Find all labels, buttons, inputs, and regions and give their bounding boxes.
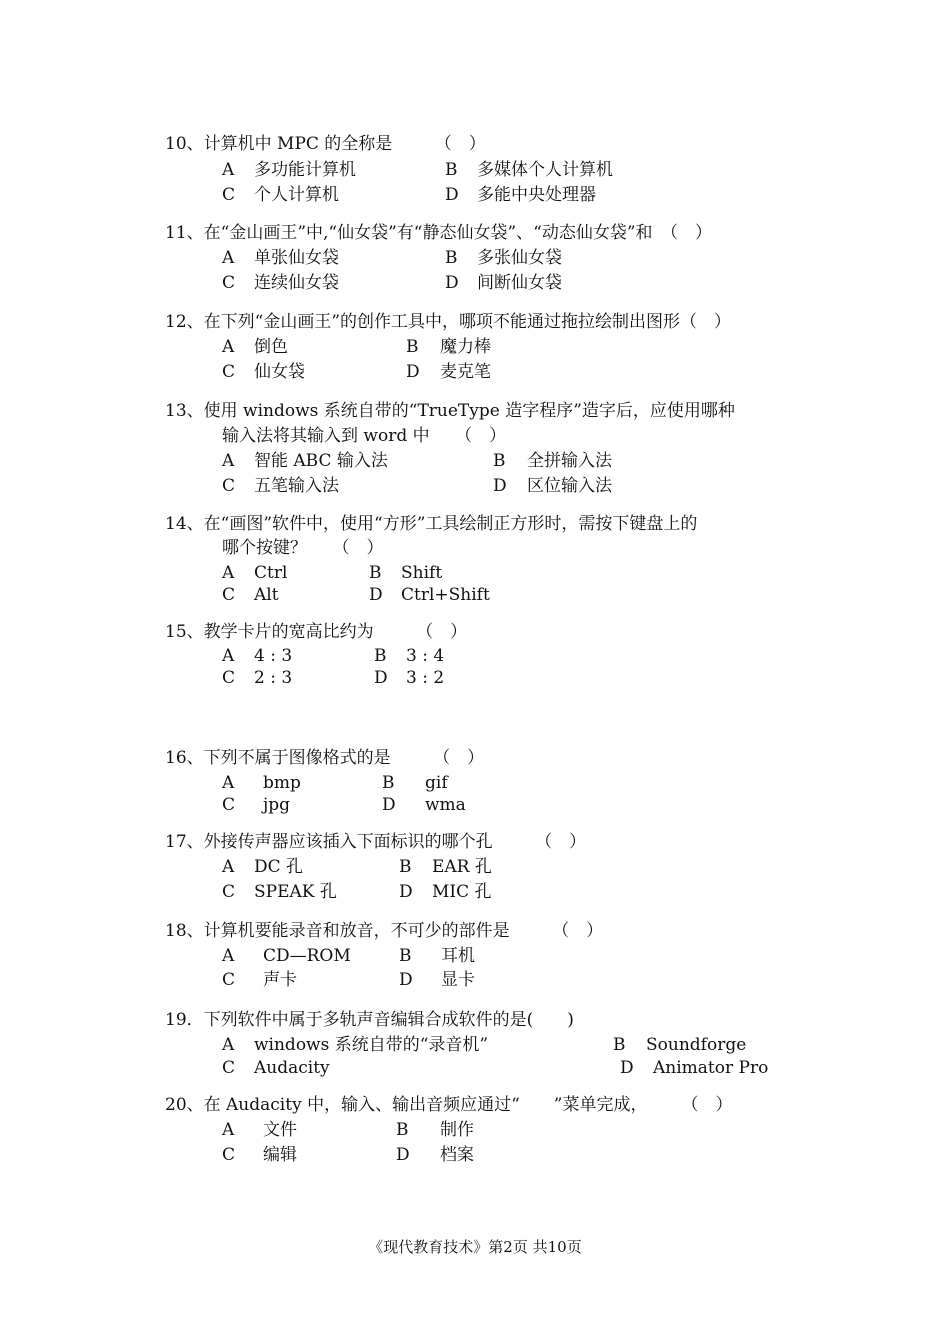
option-letter: A [222,857,235,877]
option-text: 4 : 3 [254,646,293,666]
option-text: wma [425,795,466,815]
option-letter: B [399,946,412,966]
option-letter: B [382,773,395,793]
question-14-stem-continued: 哪个按键？ （ ） [222,538,384,558]
option-text: 个人计算机 [254,185,339,205]
option-text: 显卡 [441,970,475,990]
option-text: 多张仙女袋 [477,248,562,268]
option-letter: C [222,476,236,496]
option-letter: A [222,646,235,666]
option-letter: B [445,160,458,180]
option-text: 间断仙女袋 [477,273,562,293]
question-19-stem: 19．下列软件中属于多轨声音编辑合成软件的是( ) [165,1010,574,1030]
option-letter: A [222,1035,235,1055]
option-letter: A [222,773,235,793]
question-17-stem: 17、外接传声器应该插入下面标识的哪个孔 （ ） [165,832,587,852]
option-text: 3 : 2 [406,668,445,688]
option-letter: D [382,795,396,815]
option-text: DC 孔 [254,857,304,877]
option-text: 文件 [263,1120,297,1140]
option-letter: C [222,273,236,293]
option-text: 五笔输入法 [254,476,339,496]
option-letter: A [222,248,235,268]
option-text: windows 系统自带的“录音机” [254,1035,489,1055]
option-letter: B [493,451,506,471]
option-text: 多媒体个人计算机 [477,160,613,180]
option-letter: C [222,970,236,990]
option-letter: B [445,248,458,268]
option-letter: A [222,160,235,180]
option-text: 3 : 4 [406,646,445,666]
question-16-stem: 16、下列不属于图像格式的是 （ ） [165,748,485,768]
option-text: Shift [401,563,443,583]
option-letter: A [222,337,235,357]
question-10-stem: 10、计算机中 MPC 的全称是 （ ） [165,134,486,154]
option-text: jpg [263,795,291,815]
option-text: 全拼输入法 [527,451,612,471]
option-text: SPEAK 孔 [254,882,337,902]
option-text: 多能中央处理器 [477,185,596,205]
option-text: 麦克笔 [440,362,491,382]
option-text: Animator Pro [653,1058,769,1078]
option-text: 声卡 [263,970,297,990]
option-text: Alt [254,585,279,605]
option-text: Audacity [254,1058,330,1078]
option-letter: A [222,563,235,583]
option-text: 档案 [440,1145,474,1165]
question-12-stem: 12、在下列“金山画王”的创作工具中，哪项不能通过拖拉绘制出图形（ ） [165,312,732,332]
option-letter: C [222,362,236,382]
option-letter: B [374,646,387,666]
option-text: Ctrl [254,563,288,583]
option-text: 区位输入法 [527,476,612,496]
option-text: 倒色 [254,337,288,357]
option-letter: A [222,1120,235,1140]
option-letter: B [399,857,412,877]
option-text: gif [425,773,448,793]
option-text: 2 : 3 [254,668,293,688]
option-letter: D [445,273,459,293]
question-18-stem: 18、计算机要能录音和放音，不可少的部件是 （ ） [165,921,604,941]
option-letter: B [369,563,382,583]
question-15-stem: 15、教学卡片的宽高比约为 （ ） [165,622,468,642]
option-text: 单张仙女袋 [254,248,339,268]
question-13-stem-continued: 输入法将其输入到 word 中 （ ） [222,426,507,446]
option-letter: C [222,585,236,605]
option-text: MIC 孔 [432,882,492,902]
option-text: 连续仙女袋 [254,273,339,293]
option-letter: D [396,1145,410,1165]
option-letter: D [445,185,459,205]
option-text: 仙女袋 [254,362,305,382]
option-letter: B [406,337,419,357]
option-letter: D [406,362,420,382]
option-letter: D [399,970,413,990]
page-footer: 《现代教育技术》第2页 共10页 [368,1238,582,1256]
option-letter: C [222,882,236,902]
option-letter: D [399,882,413,902]
option-letter: B [613,1035,626,1055]
option-text: Ctrl+Shift [401,585,490,605]
question-11-stem: 11、在“金山画王”中,“仙女袋”有“静态仙女袋”、“动态仙女袋”和 （ ） [165,223,713,243]
option-text: bmp [263,773,301,793]
option-letter: A [222,946,235,966]
option-letter: A [222,451,235,471]
option-letter: C [222,185,236,205]
option-text: 制作 [440,1120,474,1140]
option-letter: C [222,668,236,688]
option-letter: D [493,476,507,496]
option-text: 编辑 [263,1145,297,1165]
question-13-stem: 13、使用 windows 系统自带的“TrueType 造字程序”造字后，应使用哪种 [165,401,735,421]
option-text: CD—ROM [263,946,351,966]
option-text: EAR 孔 [432,857,492,877]
question-20-stem: 20、在 Audacity 中，输入、输出音频应通过“ ”菜单完成， （ ） [165,1095,733,1115]
option-text: 多功能计算机 [254,160,356,180]
option-letter: C [222,1058,236,1078]
option-letter: B [396,1120,409,1140]
option-text: 智能 ABC 输入法 [254,451,388,471]
option-text: 耳机 [441,946,475,966]
option-letter: D [369,585,383,605]
option-text: Soundforge [646,1035,747,1055]
option-text: 魔力棒 [440,337,491,357]
option-letter: D [620,1058,634,1078]
question-14-stem: 14、在“画图”软件中，使用“方形”工具绘制正方形时，需按下键盘上的 [165,514,698,534]
option-letter: D [374,668,388,688]
option-letter: C [222,1145,236,1165]
option-letter: C [222,795,236,815]
